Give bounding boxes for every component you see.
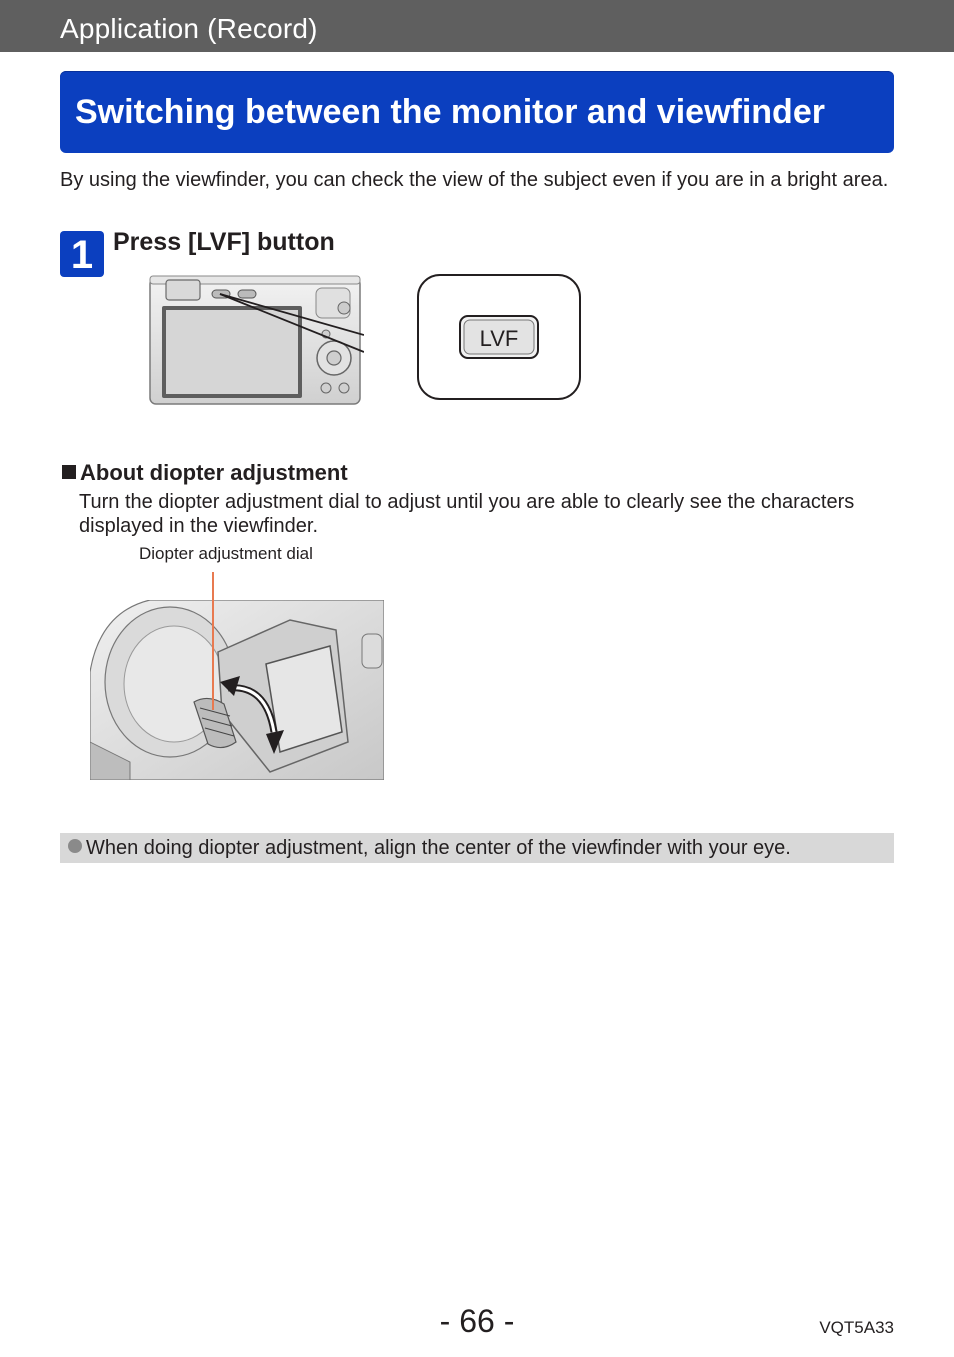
document-code: VQT5A33 bbox=[819, 1318, 894, 1337]
page-title-box bbox=[60, 71, 894, 153]
section-heading-text: About diopter adjustment bbox=[80, 460, 348, 485]
section-heading bbox=[60, 460, 348, 486]
lvf-button-callout bbox=[416, 273, 584, 403]
note-bar bbox=[60, 833, 894, 863]
bullet-dot-icon bbox=[68, 839, 82, 853]
intro-paragraph: By using the viewfinder, you can check the view of the subject even if you are in a bright area. bbox=[60, 169, 889, 191]
section-body: Turn the diopter adjustment dial to adjust until you are able to clearly see the characters displayed in the viewfinder. bbox=[79, 491, 855, 537]
step-number-badge: 1 bbox=[60, 231, 104, 277]
viewfinder-diopter-illustration bbox=[90, 572, 386, 782]
header-bar bbox=[0, 0, 954, 52]
lvf-button-label: LVF bbox=[479, 326, 519, 351]
breadcrumb: Application (Record) bbox=[60, 13, 318, 44]
page-title: Switching between the monitor and viewfinder bbox=[75, 93, 825, 131]
camera-back-illustration bbox=[148, 270, 364, 410]
page-number: - 66 - bbox=[439, 1303, 515, 1339]
step-title: Press [LVF] button bbox=[113, 228, 335, 256]
diopter-dial-label: Diopter adjustment dial bbox=[139, 544, 313, 563]
note-text: When doing diopter adjustment, align the center of the viewfinder with your eye. bbox=[86, 837, 791, 859]
filled-square-icon bbox=[62, 465, 76, 479]
